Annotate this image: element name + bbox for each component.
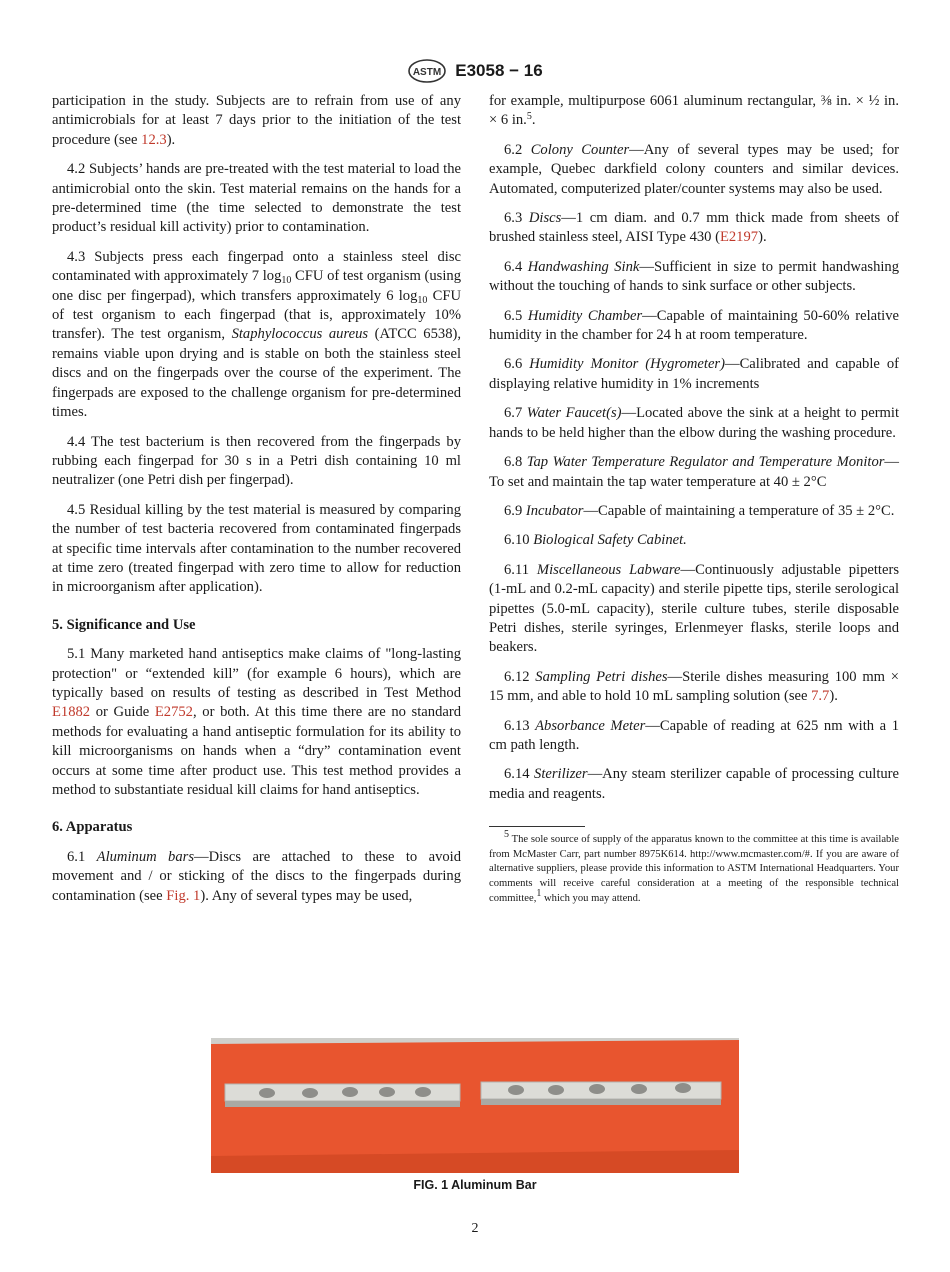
paragraph-6-2: 6.2 Colony Counter—Any of several types may be used; for example, Quebec darkfield colony counters and similar devices. Automated, computerized plater/counter systems may also be used. (489, 141, 899, 197)
astm-logo-icon (407, 58, 447, 84)
paragraph-4-2: 4.2 Subjects’ hands are pre-treated with the test material to load the antimicrobial onto the skin. Test material remains on the hands for a pre-determined time (the time selected to demonstrate the test product’s residual kill activity) prior to contamination. (52, 161, 461, 236)
paragraph-6-12: 6.12 Sampling Petri dishes—Sterile dishes measuring 100 mm × 15 mm, and able to hold 10 mL sampling solution (see 7.7). (489, 668, 899, 705)
footnote-divider (489, 826, 585, 827)
paragraph-6-6: 6.6 Humidity Monitor (Hygrometer)—Calibrated and capable of displaying relative humidity in 1% increments (489, 356, 899, 392)
ref-e1882-link[interactable]: E1882 (52, 704, 91, 721)
left-column (52, 92, 461, 916)
ref-e2752-link[interactable]: E2752 (154, 704, 193, 721)
figure-1-photo (211, 1038, 739, 1173)
paragraph-4-1-continued: participation in the study. Subjects are to refrain from use of any antimicrobials for at least 7 days prior to the initiation of the test procedure (see 12.3). (52, 93, 461, 148)
ref-12-3-link[interactable]: 12.3 (141, 131, 167, 148)
aluminum-bar-left-side (225, 1101, 460, 1107)
figure-1-caption: FIG. 1 Aluminum Bar (413, 1178, 537, 1192)
paragraph-6-11: 6.11 Miscellaneous Labware—Continuously adjustable pipetters (1-mL and 0.2-mL capacity) and sterile pipette tips, sterile serological pipettes (5.0-mL capacity), sterile culture tubes, sterile disposable Petri dishes, sterile syringes, Erlenmeyer flasks, sterile loops and beakers. (489, 561, 899, 656)
disc (508, 1085, 524, 1095)
ref-7-7-link[interactable]: 7.7 (811, 688, 830, 705)
disc (548, 1085, 564, 1095)
svg-text:ASTM: ASTM (413, 67, 442, 78)
standard-code: E3058 − 16 (455, 61, 543, 80)
paragraph-4-4: 4.4 The test bacterium is then recovered from the fingerpads by rubbing each fingerpad for 30 s in a Petri dish containing 10 ml neutralizer (one Petri dish per fingerpad). (52, 433, 461, 489)
paragraph-6-14: 6.14 Sterilizer—Any steam sterilizer capable of processing culture media and reagents. (489, 766, 900, 802)
paragraph-6-3: 6.3 Discs—1 cm diam. and 0.7 mm thick made from sheets of brushed stainless steel, AISI Type 430 (E2197). (489, 210, 899, 246)
disc (379, 1087, 395, 1097)
paragraph-5-1: 5.1 Many marketed hand antiseptics make claims of "long-lasting protection" or “extended kill” (for example 6 hours), which are typically based on results of testing as described in Test Method E1882 or Guide E2752, or both. At this time there are no standard methods for evaluating a hand antiseptic formulation for its ability to kill microorganisms on hands when a “dry” contamination event occurs at some time after product use. This test method provides a method to substantiate residual kill claims for hand antiseptics. (52, 646, 461, 798)
disc (302, 1088, 318, 1098)
disc (675, 1083, 691, 1093)
disc (415, 1087, 431, 1097)
paragraph-6-13: 6.13 Absorbance Meter—Capable of reading at 625 nm with a 1 cm path length. (489, 717, 899, 753)
paragraph-4-3: 4.3 Subjects press each fingerpad onto a stainless steel disc contaminated with approximately 7 $\log_{10}$ CFU of test organism (using one disc per fingerpad), which transfers approximately 6 $\log_{10}$ CFU of test organism to each fingerpad (that is, approximately 10% transfer). The test organism, Staphylococcus aureus (ATCC 6538), remains viable upon drying and is stable on both the stainless steel discs and on the fingerpads over the course of the experiment. The fingerpads are exposed to the challenge organism for pre-determined times. (52, 248, 462, 421)
footnote-ref-5: 5 (526, 111, 532, 123)
disc (631, 1084, 647, 1094)
section-5-heading: 5. Significance and Use (52, 616, 196, 633)
paragraph-4-5: 4.5 Residual killing by the test material is measured by comparing the number of test bacteria recovered from contaminated fingerpads at specific time intervals after contamination to the number recovered at time zero (treated fingerpad with zero time to allow for reduction in microorganism after application). (52, 501, 461, 596)
page-header (0, 58, 950, 84)
footnote-5: $^5$ The sole source of supply of the apparatus known to the committee at this time is available from McMaster Carr, part number 8975K614. http://www.mcmaster.com/#. If you are aware of alternative suppliers, please provide this information to ASTM International Headquarters. Your comments will receive careful consideration at a meeting of the responsible technical committee,$^1$ which you may attend. (489, 829, 899, 904)
disc (342, 1087, 358, 1097)
paragraph-6-9: 6.9 Incubator—Capable of maintaining a temperature of 35 ± 2°C. (504, 502, 895, 519)
paragraph-6-8: 6.8 Tap Water Temperature Regulator and Temperature Monitor—To set and maintain the tap water temperature at 40 ± 2°C (489, 454, 900, 490)
section-6-heading: 6. Apparatus (52, 819, 133, 836)
right-column (489, 92, 899, 906)
paragraph-6-4: 6.4 Handwashing Sink—Sufficient in size to permit handwashing without the touching of hands to sink surface or other subjects. (489, 258, 900, 295)
paragraph-6-1: 6.1 Aluminum bars—Discs are attached to these to avoid movement and / or sticking of the discs to the fingerpads during contamination (see Fig. 1). Any of several types may be used, (52, 848, 462, 904)
ref-fig-1-link[interactable]: Fig. 1 (166, 887, 201, 904)
disc (589, 1084, 605, 1094)
aluminum-bar-right-side (481, 1099, 721, 1105)
paragraph-6-1-continued: for example, multipurpose 6061 aluminum rectangular, ⅜ in. × ½ in. × 6 in.$^5$. (489, 93, 899, 129)
paragraph-6-10: 6.10 Biological Safety Cabinet. (504, 532, 687, 549)
page-number: 2 (471, 1221, 479, 1236)
ref-e2197-link[interactable]: E2197 (719, 229, 759, 246)
paragraph-6-7: 6.7 Water Faucet(s)—Located above the sink at a height to permit hands to be held higher than the elbow during the washing procedure. (489, 405, 900, 441)
disc (259, 1088, 275, 1098)
paragraph-6-5: 6.5 Humidity Chamber—Capable of maintaining 50-60% relative humidity in the chamber for 24 h at room temperature. (489, 307, 899, 344)
